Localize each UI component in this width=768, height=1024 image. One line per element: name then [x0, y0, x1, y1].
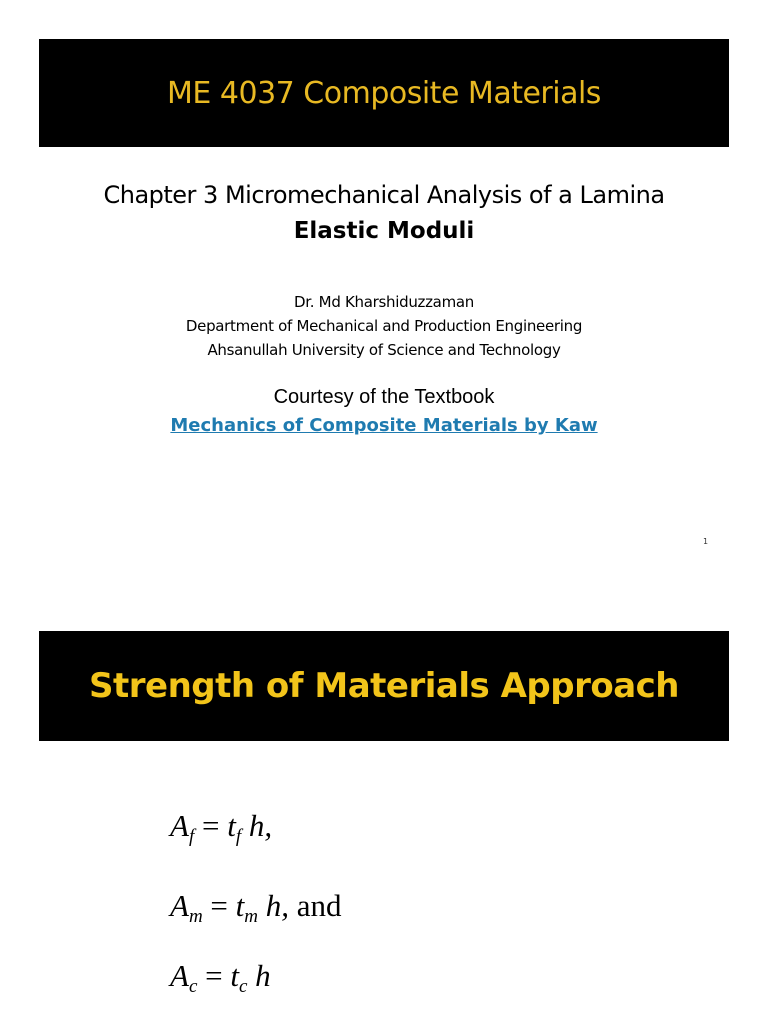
eq-sign: = — [202, 888, 236, 923]
eq-rhs: h — [241, 808, 265, 843]
eq-t-sub: c — [238, 976, 248, 997]
eq-t: t — [235, 888, 245, 923]
eq-lhs: A — [170, 888, 189, 923]
university: Ahsanullah University of Science and Technology — [207, 341, 561, 359]
eq-tail: , — [264, 808, 273, 843]
page-number: 1 — [703, 537, 709, 546]
author-block — [0, 290, 768, 362]
eq-lhs: A — [170, 958, 189, 993]
title-banner — [39, 39, 729, 147]
eq-lhs-sub: m — [188, 906, 203, 927]
eq-lhs: A — [170, 808, 189, 843]
chapter-heading: Chapter 3 Micromechanical Analysis of a Lamina — [103, 181, 665, 209]
title-banner-2 — [39, 631, 729, 741]
equation-fiber-area — [170, 808, 272, 848]
courtesy-text: Courtesy of the Textbook — [273, 386, 495, 408]
eq-rhs: h — [258, 888, 282, 923]
eq-t-sub: f — [235, 826, 242, 847]
equation-matrix-area — [170, 888, 342, 928]
eq-lhs-sub: c — [188, 976, 198, 997]
author-name: Dr. Md Kharshiduzzaman — [294, 293, 474, 311]
eq-rhs: h — [247, 958, 271, 993]
eq-sign: = — [194, 808, 228, 843]
eq-tail: , — [281, 888, 290, 923]
equation-composite-area — [170, 958, 271, 998]
eq-suffix: and — [289, 888, 342, 923]
textbook-link-row — [0, 415, 768, 436]
slide-title: ME 4037 Composite Materials — [167, 75, 601, 111]
eq-t: t — [230, 958, 239, 993]
textbook-link[interactable]: Mechanics of Composite Materials by Kaw — [170, 415, 598, 436]
slide-2-title: Strength of Materials Approach — [89, 666, 679, 706]
eq-t-sub: m — [244, 906, 259, 927]
eq-t: t — [227, 808, 236, 843]
chapter-subtitle: Elastic Moduli — [293, 218, 475, 244]
eq-sign: = — [197, 958, 231, 993]
eq-lhs-sub: f — [188, 826, 195, 847]
department: Department of Mechanical and Production Engineering — [185, 317, 583, 335]
